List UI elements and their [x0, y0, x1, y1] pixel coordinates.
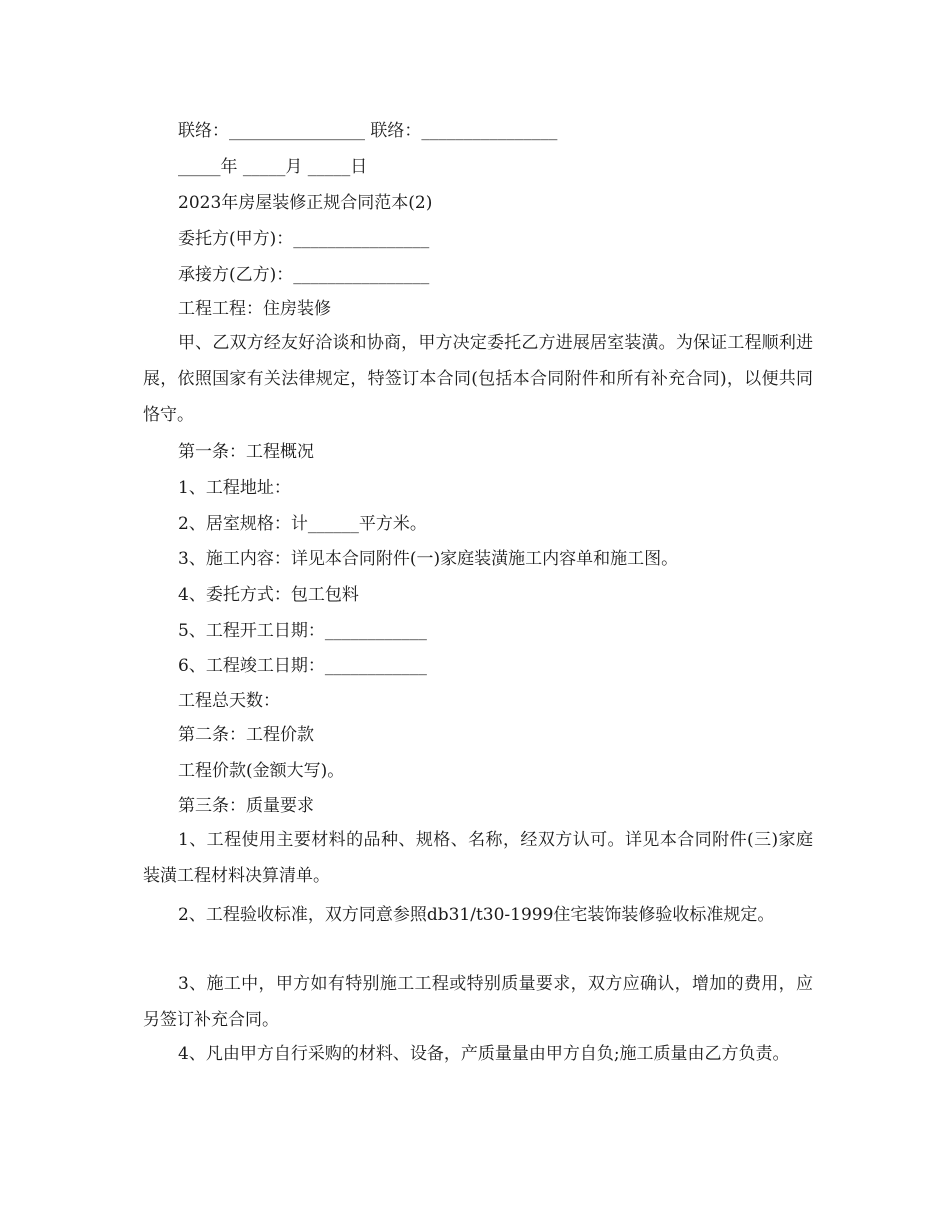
article-1-item-5: 5、工程开工日期：____________: [178, 621, 427, 641]
date-line: _____年 _____月 _____日: [178, 157, 368, 177]
document-title: 2023年房屋装修正规合同范本(2): [178, 193, 433, 213]
article-2-price: 工程价款(金额大写)。: [178, 761, 345, 781]
article-1-item-6: 6、工程竣工日期：____________: [178, 656, 427, 676]
article-1-item-1: 1、工程地址：: [178, 478, 291, 498]
article-3-item-2: 2、工程验收标准，双方同意参照db31/t30-1999住宅装饰装修验收标准规定。: [178, 905, 775, 925]
intro-paragraph: 甲、乙双方经友好洽谈和协商，甲方决定委托乙方进展居室装潢。为保证工程顺利进展，依照国家有关法律规定，特签订本合同(包括本合同附件和所有补充合同)，以便共同恪守。: [143, 333, 813, 425]
total-days-line: 工程总天数：: [178, 691, 280, 711]
article-1-item-4: 4、委托方式：包工包料: [178, 585, 359, 605]
article-3-item-4: 4、凡由甲方自行采购的材料、设备，产质量量由甲方自负;施工质量由乙方负责。: [178, 1044, 790, 1064]
project-line: 工程工程：住房装修: [178, 299, 331, 319]
article-2-title: 第二条：工程价款: [178, 725, 314, 745]
party-a-line: 委托方(甲方)：________________: [178, 229, 430, 249]
article-1-item-3: 3、施工内容：详见本合同附件(一)家庭装潢施工内容单和施工图。: [178, 549, 679, 569]
contact-line: 联络：________________ 联络：________________: [178, 121, 558, 141]
party-b-line: 承接方(乙方)：________________: [178, 265, 430, 285]
article-3-item-3: 3、施工中，甲方如有特别施工工程或特别质量要求，双方应确认，增加的费用，应另签订补充合同。: [143, 974, 813, 1030]
article-1-item-2: 2、居室规格：计______平方米。: [178, 514, 427, 534]
article-3-title: 第三条：质量要求: [178, 796, 314, 816]
article-1-title: 第一条：工程概况: [178, 442, 314, 462]
article-3-item-1: 1、工程使用主要材料的品种、规格、名称，经双方认可。详见本合同附件(三)家庭装潢工程材料决算清单。: [143, 830, 813, 886]
